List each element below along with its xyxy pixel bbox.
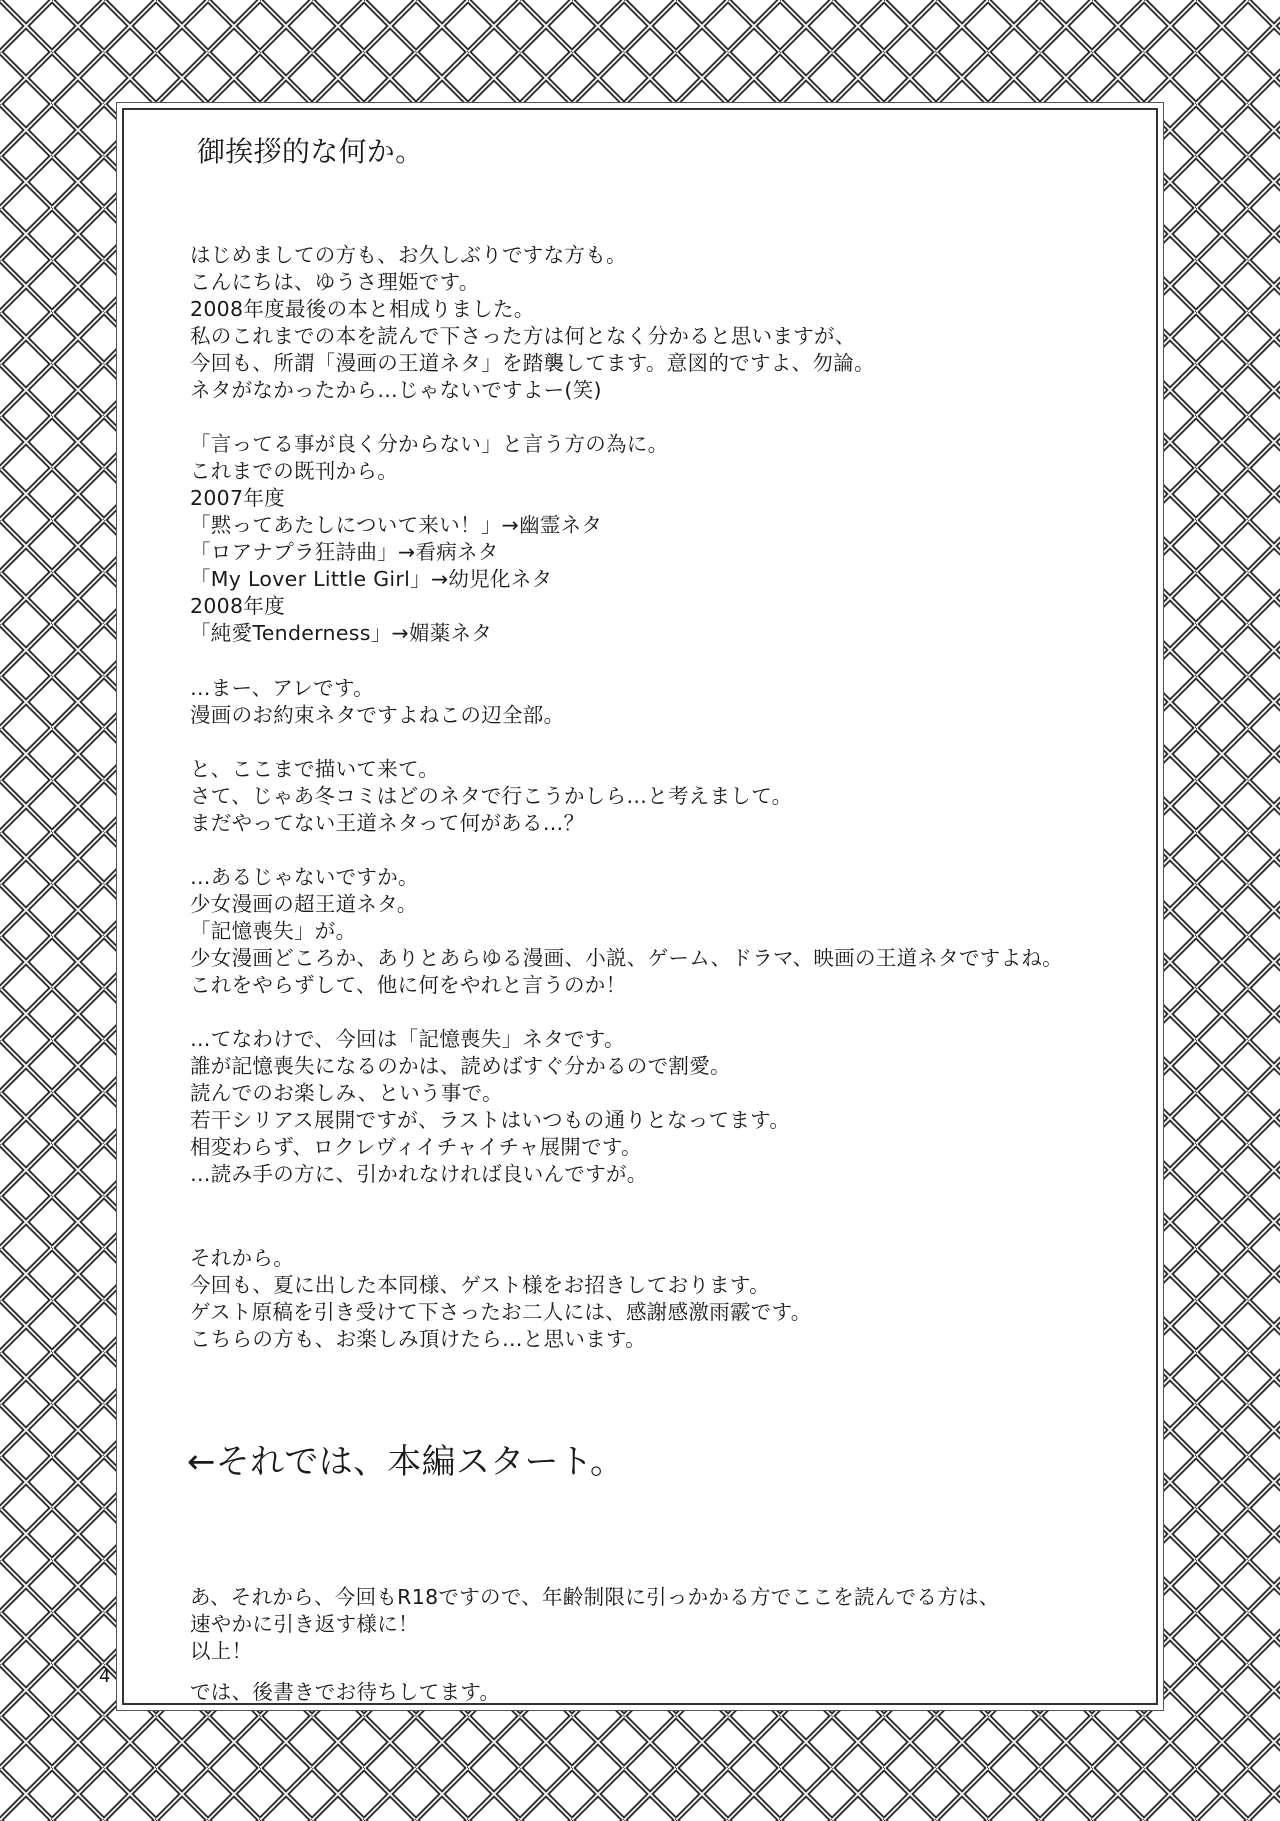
- body-line: 「純愛Tenderness」→媚薬ネタ: [190, 621, 493, 645]
- body-line: 若干シリアス展開ですが、ラストはいつもの通りとなってます。: [190, 1108, 791, 1132]
- body-line: それから。: [190, 1246, 294, 1270]
- body-line: 「黙ってあたしについて来い！」→幽霊ネタ: [190, 513, 603, 537]
- closing-line: 以上！: [190, 1639, 253, 1663]
- start-heading: ←それでは、本編スタート。: [187, 1442, 625, 1482]
- body-line: はじめましての方も、お久しぶりですな方も。: [190, 243, 627, 267]
- body-line: ゲスト原稿を引き受けて下さったお二人には、感謝感激雨霰です。: [190, 1300, 812, 1324]
- body-line: 2008年度最後の本と相成りました。: [190, 297, 535, 321]
- body-line: …まー、アレです。: [190, 676, 374, 700]
- body-line: こんにちは、ゆうさ理姫です。: [190, 270, 480, 294]
- body-line: 2007年度: [190, 486, 285, 510]
- body-line: さて、じゃあ冬コミはどのネタで行こうかしら…と考えまして。: [190, 784, 793, 808]
- body-line: まだやってない王道ネタって何がある…？: [190, 811, 585, 835]
- body-line: これをやらずして、他に何をやれと言うのか！: [190, 973, 627, 997]
- closing-line: 速やかに引き返す様に！: [190, 1612, 419, 1636]
- body-line: 「言ってる事が良く分からない」と言う方の為に。: [190, 432, 669, 456]
- body-line: これまでの既刊から。: [190, 459, 398, 483]
- body-line: 少女漫画の超王道ネタ。: [190, 892, 418, 916]
- page-title: 御挨拶的な何か。: [197, 135, 424, 168]
- body-line: 今回も、所謂「漫画の王道ネタ」を踏襲してます。意図的ですよ、勿論。: [190, 351, 875, 375]
- body-line: 誰が記憶喪失になるのかは、読めばすぐ分かるので割愛。: [190, 1054, 731, 1078]
- body-line: 「My Lover Little Girl」→幼児化ネタ: [190, 567, 553, 591]
- body-line: …あるじゃないですか。: [190, 865, 419, 889]
- body-line: 少女漫画どころか、ありとあらゆる漫画、小説、ゲーム、ドラマ、映画の王道ネタですよね。: [190, 946, 1063, 970]
- body-line: 私のこれまでの本を読んで下さった方は何となく分かると思いますが、: [190, 324, 856, 348]
- body-line: …てなわけで、今回は「記憶喪失」ネタです。: [190, 1027, 625, 1051]
- body-line: 今回も、夏に出した本同様、ゲスト様をお招きしております。: [190, 1273, 770, 1297]
- body-line: と、ここまで描いて来て。: [190, 757, 440, 781]
- body-line: 漫画のお約束ネタですよねこの辺全部。: [190, 703, 565, 727]
- body-line: …読み手の方に、引かれなければ良いんですが。: [190, 1162, 648, 1186]
- body-line: 相変わらず、ロクレヴィイチャイチャ展開です。: [190, 1135, 642, 1159]
- page-number: 4: [99, 1666, 111, 1687]
- closing-line: あ、それから、今回もR18ですので、年齢制限に引っかかる方でここを読んでる方は、: [190, 1585, 1000, 1609]
- body-line: 「記憶喪失」が。: [190, 919, 357, 943]
- body-line: ネタがなかったから…じゃないですよー(笑): [190, 378, 602, 402]
- body-line: 読んでのお楽しみ、という事で。: [190, 1081, 503, 1105]
- body-line: 2008年度: [190, 594, 285, 618]
- body-line: 「ロアナプラ狂詩曲」→看病ネタ: [190, 540, 499, 564]
- closing-line: では、後書きでお待ちしてます。: [190, 1680, 501, 1704]
- body-line: こちらの方も、お楽しみ頂けたら…と思います。: [190, 1327, 646, 1351]
- letter-panel: [122, 108, 1158, 1705]
